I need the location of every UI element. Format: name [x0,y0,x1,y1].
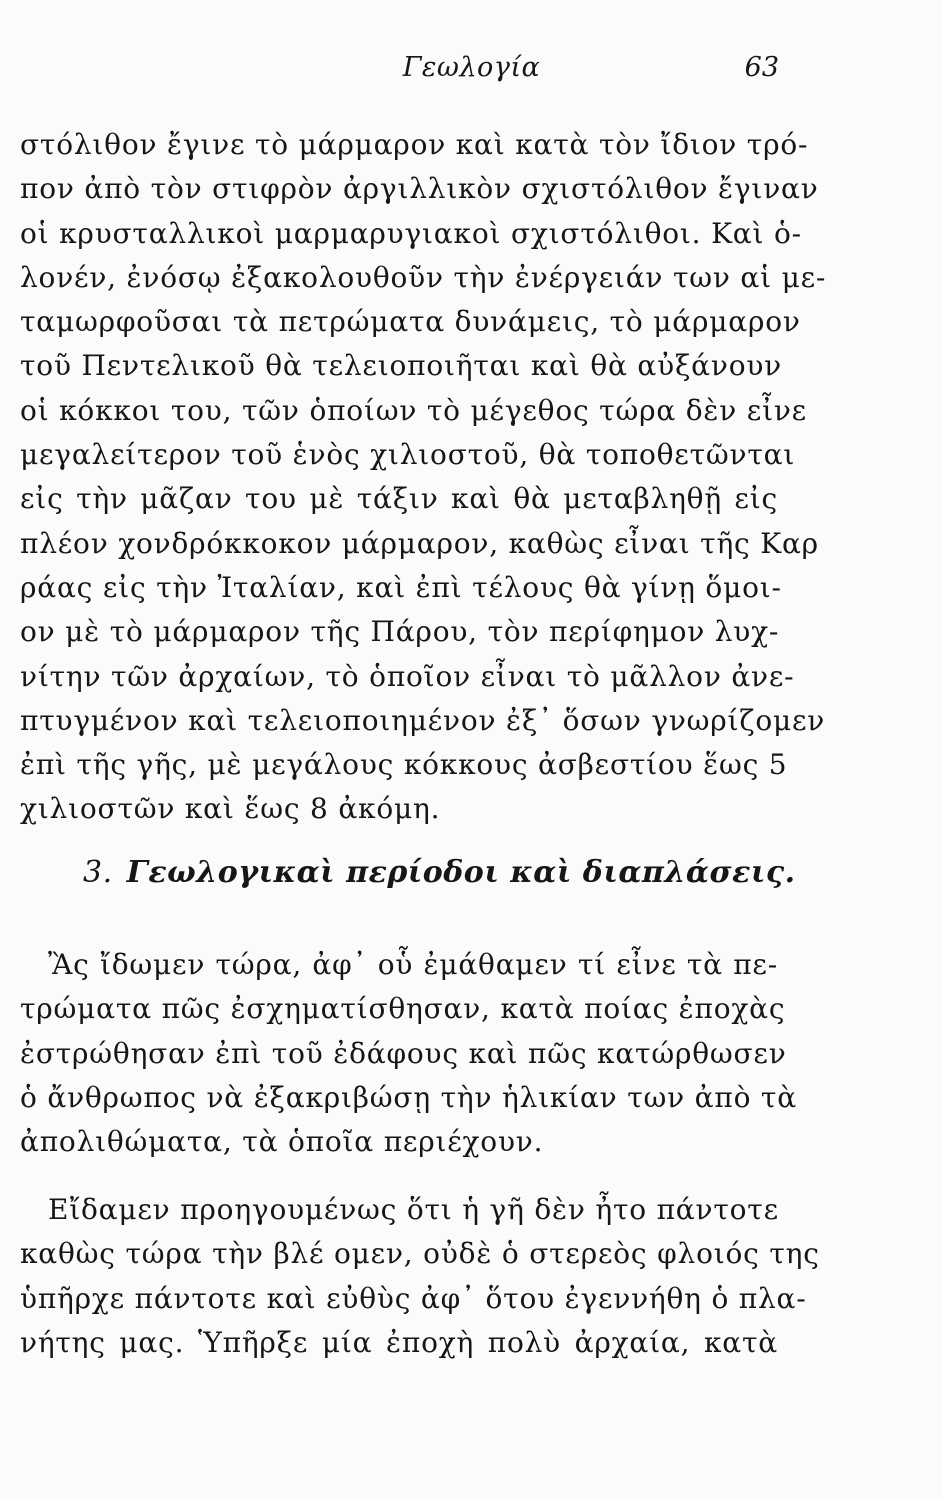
text-line: ἐπὶ τῆς γῆς, μὲ μεγάλους κόκκους ἀσβεστίου ἕως 5 [20,748,788,782]
text-line: ἐστρώθησαν ἐπὶ τοῦ ἐδάφους καὶ πῶς κατώρθωσεν [20,1036,787,1070]
paragraph-continued [20,123,827,832]
text-line: τρώματα πῶς ἐσχηματίσθησαν, κατὰ ποίας ἐποχὰς [20,992,786,1026]
section-title: Γεωλογικαὶ περίοδοι καὶ διαπλάσεις. [126,855,796,890]
text-line: πλέον χονδρόκκοκον μάρμαρον, καθὼς εἶναι τῆς Καρ [20,526,819,560]
text-line: εἰς τὴν μᾶζαν του μὲ τάξιν καὶ θὰ μεταβληθῇ εἰς [20,482,778,516]
text-line: τοῦ Πεντελικοῦ θὰ τελειοποιῆται καὶ θὰ αὐξάνουν [20,349,782,383]
text-line: Ἂς ἴδωμεν τώρα, ἀφ᾿ οὗ ἐμάθαμεν τί εἶνε τὰ πε- [48,948,778,981]
text-line: οἱ κρυσταλλικοὶ μαρμαρυγιακοὶ σχιστόλιθοι. Καὶ ὁ- [20,216,802,250]
text-line: μεγαλείτερον τοῦ ἑνὸς χιλιοστοῦ, θὰ τοποθετῶνται [20,438,796,472]
page-number: 63 [744,52,779,83]
section-heading [83,855,796,890]
text-line: ράας εἰς τὴν Ἰταλίαν, καὶ ἐπὶ τέλους θὰ γίνῃ ὅμοι- [20,570,782,604]
text-line: στόλιθον ἔγινε τὸ μάρμαρον καὶ κατὰ τὸν ἴδιον τρό- [20,128,809,161]
text-line: νίτην τῶν ἀρχαίων, τὸ ὁποῖον εἶναι τὸ μᾶλλον ἀνε- [20,659,795,693]
paragraph [20,1188,820,1365]
text-line: ἀπολιθώματα, τὰ ὁποῖα περιέχουν. [20,1125,544,1159]
text-line: Εἴδαμεν προηγουμένως ὅτι ἡ γῆ δὲν ἦτο πάντοτε [48,1193,779,1226]
text-line: πον ἀπὸ τὸν στιφρὸν ἀργιλλικὸν σχιστόλιθον ἔγιναν [20,172,819,206]
running-title: Γεωλογία [402,52,541,83]
text-line: ταμωρφοῦσαι τὰ πετρώματα δυνάμεις, τὸ μάρμαρον [20,305,801,339]
text-line: νήτης μας. Ὑπῆρξε μία ἐποχὴ πολὺ ἀρχαία, κατὰ [20,1325,778,1359]
text-line: λονέν, ἐνόσῳ ἐξακολουθοῦν τὴν ἐνέργειάν των αἱ με- [20,260,827,294]
text-line: ὁ ἄνθρωπος νὰ ἐξακριβώσῃ τὴν ἡλικίαν των ἀπὸ τὰ [20,1080,797,1114]
text-line: πτυγμένον καὶ τελειοποιημένον ἐξ᾿ ὅσων γνωρίζομεν [20,703,826,737]
section-number: 3. [83,855,113,890]
text-line: καθὼς τώρα τὴν βλέ ομεν, οὐδὲ ὁ στερεὸς φλοιός της [20,1237,820,1271]
text-line: χιλιοστῶν καὶ ἕως 8 ἀκόμη. [20,792,441,826]
text-line: ον μὲ τὸ μάρμαρον τῆς Πάρου, τὸν περίφημον λυχ- [20,615,780,649]
text-line: οἱ κόκκοι του, τῶν ὁποίων τὸ μέγεθος τώρα δὲν εἶνε [20,393,807,427]
text-line: ὑπῆρχε πάντοτε καὶ εὐθὺς ἀφ᾿ ὅτου ἐγεννήθη ὁ πλα- [20,1281,807,1315]
paragraph [20,943,797,1164]
